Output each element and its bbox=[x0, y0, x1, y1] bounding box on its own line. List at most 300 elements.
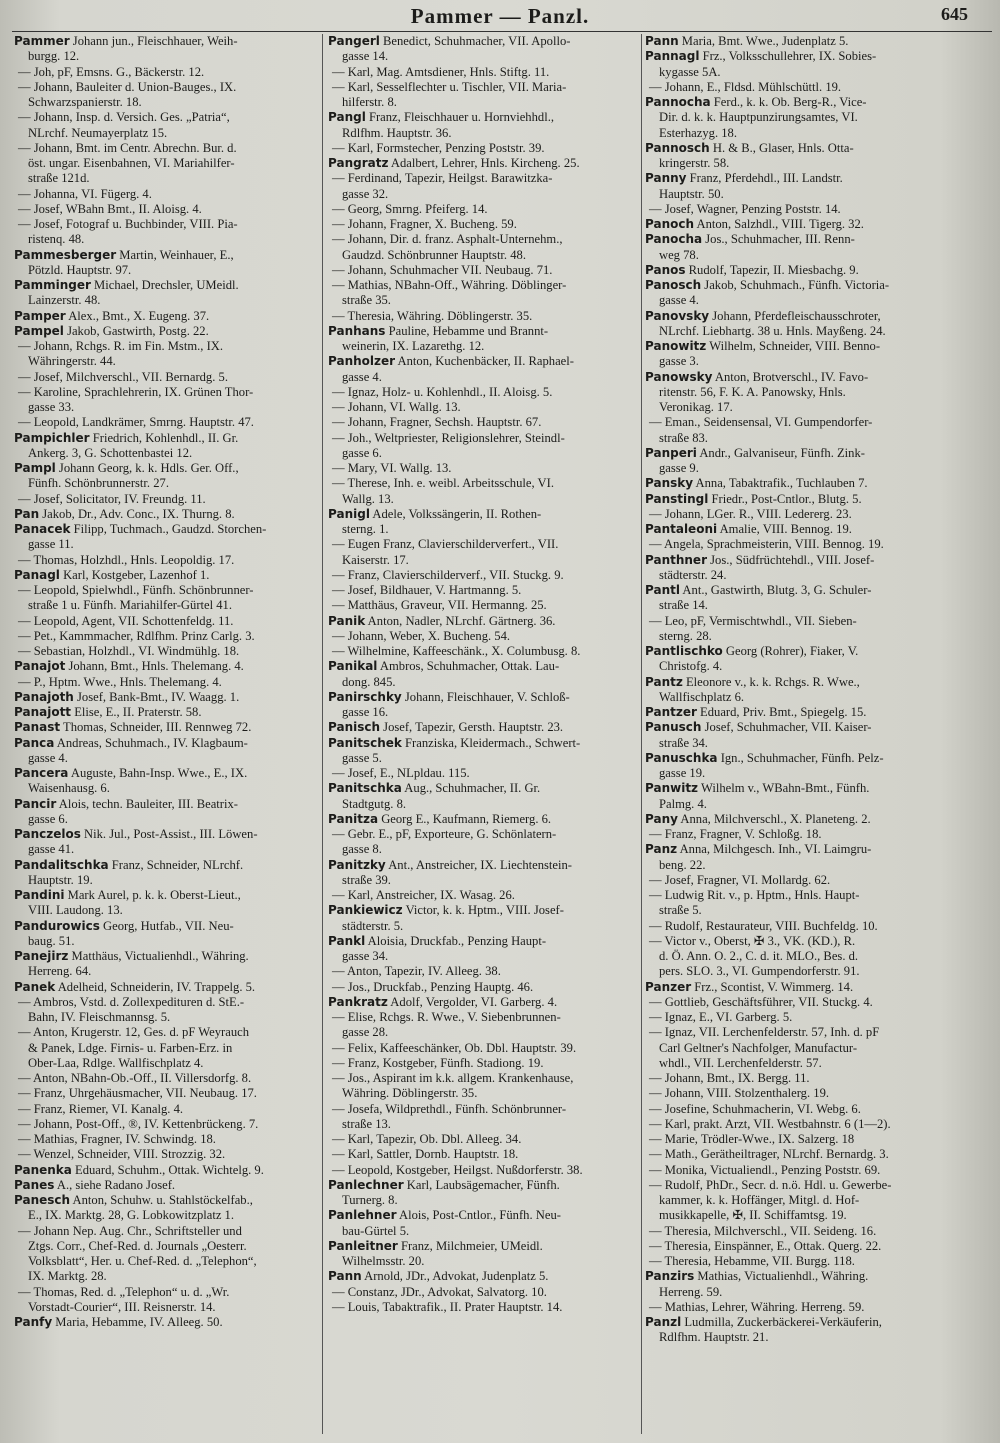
entry-continuation-line bbox=[328, 827, 638, 842]
page-header bbox=[0, 2, 1000, 28]
entry-text: Alois, techn. Bauleiter, III. Beatrix- bbox=[56, 796, 238, 811]
entry-continuation-line bbox=[328, 232, 638, 247]
surname: Pancir bbox=[14, 796, 57, 811]
entry-continuation-line bbox=[645, 461, 990, 476]
entry-text: gasse 5. bbox=[342, 750, 382, 765]
entry-continuation-line bbox=[14, 354, 319, 369]
entry-text: Maria, Bmt. Wwe., Judenplatz 5. bbox=[678, 34, 849, 48]
surname: Panstingl bbox=[645, 491, 709, 506]
entry-text: — Karoline, Sprachlehrerin, IX. Grünen Thor- bbox=[18, 384, 254, 399]
entry-text: Josef, Tapezir, Gersth. Hauptstr. 23. bbox=[380, 720, 564, 735]
surname: Pandini bbox=[14, 888, 65, 902]
entry-continuation-line bbox=[14, 842, 319, 857]
entry-text: Adele, Volkssängerin, II. Rothen- bbox=[369, 506, 542, 521]
surname: Panajot bbox=[14, 659, 66, 674]
entry-line bbox=[328, 507, 638, 522]
entry-continuation-line bbox=[645, 797, 990, 812]
entry-line bbox=[328, 736, 638, 751]
entry-continuation-line bbox=[328, 1193, 638, 1208]
entry-text: städterstr. 5. bbox=[342, 918, 404, 933]
entry-text: Anton, Schuhw. u. Stahlstöckelfab., bbox=[70, 1193, 253, 1207]
entry-text: Arnold, JDr., Advokat, Judenplatz 5. bbox=[361, 1269, 549, 1284]
surname: Panagl bbox=[14, 567, 60, 582]
entry-continuation-line bbox=[328, 217, 638, 232]
entry-text: d. Ö. Ann. O. 2., C. d. it. MLO., Bes. d. bbox=[659, 949, 859, 963]
surname: Panisch bbox=[328, 720, 381, 735]
entry-line bbox=[14, 858, 319, 873]
entry-continuation-line bbox=[328, 949, 638, 964]
entry-continuation-line bbox=[14, 141, 319, 156]
entry-text: — Johann, VI. Wallg. 13. bbox=[332, 400, 461, 414]
surname: Panosch bbox=[645, 278, 702, 292]
entry-continuation-line bbox=[328, 1071, 638, 1086]
entry-text: — Josef, WBahn Bmt., II. Aloisg. 4. bbox=[18, 201, 202, 216]
entry-continuation-line bbox=[328, 1041, 638, 1056]
surname: Pangerl bbox=[328, 34, 380, 48]
entry-text: Anna, Milchgesch. Inh., VI. Laimgru- bbox=[677, 842, 872, 857]
entry-text: — Gebr. E., pF, Exporteure, G. Schönlatern- bbox=[332, 827, 557, 841]
surname: Panz bbox=[645, 842, 678, 857]
entry-continuation-line bbox=[14, 1010, 319, 1025]
entry-continuation-line bbox=[14, 1041, 319, 1056]
entry-text: Ober-Laa, Rdlge. Wallfischplatz 4. bbox=[28, 1055, 204, 1070]
entry-text: — Karl, Sattler, Dornb. Hauptstr. 18. bbox=[332, 1147, 519, 1162]
entry-continuation-line bbox=[14, 202, 319, 217]
entry-text: Rudolf, Tapezir, II. Miesbachg. 9. bbox=[685, 262, 859, 277]
entry-text: burgg. 12. bbox=[28, 49, 80, 64]
entry-text: Ztgs. Corr., Chef-Red. d. Journals „Oesterr. bbox=[28, 1238, 247, 1253]
entry-continuation-line bbox=[14, 385, 319, 400]
surname: Pankiewicz bbox=[328, 903, 403, 918]
entry-line bbox=[328, 995, 638, 1010]
surname: Pantz bbox=[645, 674, 683, 689]
entry-text: Eduard, Schuhm., Ottak. Wichtelg. 9. bbox=[71, 1162, 264, 1177]
entry-continuation-line bbox=[645, 903, 990, 918]
entry-continuation-line bbox=[328, 842, 638, 857]
entry-continuation-line bbox=[645, 400, 990, 415]
entry-line bbox=[14, 278, 319, 293]
entry-text: Franziska, Kleidermach., Schwert- bbox=[401, 735, 581, 750]
entry-line bbox=[645, 751, 990, 766]
entry-line bbox=[645, 446, 990, 461]
entry-text: — Karl, Anstreicher, IX. Wasag. 26. bbox=[332, 888, 515, 902]
entry-line bbox=[14, 980, 319, 995]
entry-text: — Thomas, Red. d. „Telephon“ u. d. „Wr. bbox=[18, 1284, 230, 1299]
entry-text: VIII. Laudong. 13. bbox=[28, 903, 123, 918]
surname: Panenka bbox=[14, 1162, 72, 1177]
entry-line bbox=[328, 781, 638, 796]
entry-line bbox=[14, 309, 319, 324]
entry-text: — Leopold, Spielwhdl., Fünfh. Schönbrunner- bbox=[18, 583, 254, 597]
entry-continuation-line bbox=[328, 1056, 638, 1071]
entry-text: — Ignaz, E., VI. Garberg. 5. bbox=[649, 1010, 793, 1024]
entry-text: gasse 6. bbox=[28, 811, 68, 826]
surname: Panleitner bbox=[328, 1238, 398, 1253]
entry-text: gasse 41. bbox=[28, 842, 75, 857]
entry-text: — Ignaz, VII. Lerchenfelderstr. 57, Inh. d. pF bbox=[649, 1025, 880, 1040]
entry-line bbox=[645, 812, 990, 827]
entry-text: — Thomas, Holzhdl., Hnls. Leopoldig. 17. bbox=[18, 552, 235, 567]
entry-continuation-line bbox=[328, 141, 638, 156]
entry-line bbox=[645, 720, 990, 735]
entry-line bbox=[645, 476, 990, 491]
surname: Panny bbox=[645, 171, 687, 186]
entry-continuation-line bbox=[645, 1071, 990, 1086]
entry-continuation-line bbox=[14, 1239, 319, 1254]
entry-text: — Mathias, Lehrer, Währing. Herreng. 59. bbox=[649, 1299, 865, 1314]
entry-continuation-line bbox=[645, 995, 990, 1010]
entry-continuation-line bbox=[645, 858, 990, 873]
entry-continuation-line bbox=[14, 1025, 319, 1040]
entry-line bbox=[14, 949, 319, 964]
entry-line bbox=[645, 34, 990, 49]
entry-line bbox=[328, 34, 638, 49]
entry-text: — Johann Nep. Aug. Chr., Schriftsteller und bbox=[18, 1223, 242, 1238]
entry-text: Anna, Milchverschl., X. Planeteng. 2. bbox=[677, 811, 871, 826]
entry-text: — Mathias, Fragner, IV. Schwindg. 18. bbox=[18, 1132, 216, 1146]
surname: Panuschka bbox=[645, 750, 718, 765]
surname: Pandalitschka bbox=[14, 857, 109, 872]
entry-continuation-line bbox=[645, 1025, 990, 1040]
entry-text: — Karl, prakt. Arzt, VII. Westbahnstr. 6 (1—2). bbox=[649, 1116, 891, 1131]
entry-text: Filipp, Tuchmach., Gaudzd. Storchen- bbox=[70, 522, 267, 536]
entry-text: Johann jun., Fleischhauer, Weih- bbox=[69, 34, 238, 48]
entry-text: Nik. Jul., Post-Assist., III. Löwen- bbox=[80, 827, 258, 841]
entry-continuation-line bbox=[328, 476, 638, 491]
entry-line bbox=[328, 659, 638, 674]
entry-continuation-line bbox=[328, 766, 638, 781]
entry-continuation-line bbox=[328, 202, 638, 217]
entry-text: Aloisia, Druckfab., Penzing Haupt- bbox=[365, 933, 547, 948]
entry-text: Wilhelm, Schneider, VIII. Benno- bbox=[706, 339, 881, 353]
entry-text: — Mary, VI. Wallg. 13. bbox=[332, 461, 452, 475]
entry-text: E., IX. Marktg. 28, G. Lobkowitzplatz 1. bbox=[28, 1208, 235, 1223]
surname: Panowitz bbox=[645, 339, 707, 353]
entry-text: — Gottlieb, Geschäftsführer, VII. Stuckg. 4. bbox=[649, 994, 873, 1009]
column-2 bbox=[328, 34, 638, 1315]
entry-text: — Josef, Fragner, VI. Mollardg. 62. bbox=[649, 872, 831, 887]
entry-line bbox=[14, 766, 319, 781]
entry-text: whdl., VII. Lerchenfelderstr. 57. bbox=[659, 1055, 822, 1070]
entry-continuation-line bbox=[645, 156, 990, 171]
entry-text: Pötzld. Hauptstr. 97. bbox=[28, 262, 132, 277]
entry-continuation-line bbox=[645, 614, 990, 629]
surname: Pangl bbox=[328, 110, 366, 125]
entry-text: — Jos., Druckfab., Penzing Hauptg. 46. bbox=[332, 979, 534, 994]
entry-text: — Johann, Rchgs. R. im Fin. Mstm., IX. bbox=[18, 339, 224, 353]
entry-text: — Franz, Fragner, V. Schloßg. 18. bbox=[649, 827, 822, 841]
entry-text: Herreng. 59. bbox=[659, 1284, 723, 1299]
entry-text: — Leo, pF, Vermischtwhdl., VII. Sieben- bbox=[649, 613, 857, 628]
entry-text: Josef, Bank-Bmt., IV. Waagg. 1. bbox=[73, 689, 240, 704]
entry-text: weg 78. bbox=[659, 247, 699, 262]
entry-text: Franz, Pferdehdl., III. Landstr. bbox=[686, 171, 843, 186]
surname: Panovsky bbox=[645, 308, 710, 323]
entry-text: straße 39. bbox=[342, 872, 391, 887]
entry-text: Stadtgutg. 8. bbox=[342, 796, 407, 811]
entry-text: gasse 28. bbox=[342, 1025, 389, 1040]
entry-continuation-line bbox=[645, 888, 990, 903]
entry-continuation-line bbox=[328, 629, 638, 644]
entry-text: Amalie, VIII. Bennog. 19. bbox=[717, 522, 852, 536]
surname: Panast bbox=[14, 720, 61, 735]
entry-continuation-line bbox=[14, 415, 319, 430]
entry-text: Veronikag. 17. bbox=[659, 400, 733, 414]
entry-text: — Sebastian, Holzhdl., VI. Windmühlg. 18. bbox=[18, 644, 240, 658]
entry-continuation-line bbox=[645, 598, 990, 613]
entry-text: Andreas, Schuhmach., IV. Klagbaum- bbox=[54, 735, 248, 750]
entry-continuation-line bbox=[645, 1285, 990, 1300]
entry-line bbox=[14, 1193, 319, 1208]
entry-continuation-line bbox=[645, 187, 990, 202]
entry-continuation-line bbox=[645, 1300, 990, 1315]
entry-continuation-line bbox=[14, 598, 319, 613]
entry-continuation-line bbox=[645, 766, 990, 781]
entry-text: — Karl, Mag. Amtsdiener, Hnls. Stiftg. 11. bbox=[332, 64, 550, 79]
entry-text: A., siehe Radano Josef. bbox=[54, 1177, 176, 1192]
entry-continuation-line bbox=[645, 1208, 990, 1223]
entry-text: Wallfischplatz 6. bbox=[659, 689, 745, 704]
entry-text: Jakob, Schuhmach., Fünfh. Victoria- bbox=[701, 278, 890, 292]
entry-text: — Louis, Tabaktrafik., II. Prater Hauptstr. 14. bbox=[332, 1299, 563, 1314]
entry-line bbox=[645, 644, 990, 659]
entry-continuation-line bbox=[14, 553, 319, 568]
entry-text: Hauptstr. 19. bbox=[28, 872, 93, 887]
entry-continuation-line bbox=[328, 446, 638, 461]
entry-text: — Josefa, Wildprethdl., Fünfh. Schönbrunner- bbox=[332, 1101, 567, 1116]
entry-text: — Angela, Sprachmeisterin, VIII. Bennog. 19. bbox=[649, 537, 884, 552]
entry-line bbox=[645, 781, 990, 796]
entry-continuation-line bbox=[14, 629, 319, 644]
entry-continuation-line bbox=[645, 507, 990, 522]
entry-text: Johann, Bmt., Hnls. Thelemang. 4. bbox=[65, 659, 244, 674]
entry-text: Anton, Nadler, NLrchf. Gärtnerg. 36. bbox=[365, 613, 556, 628]
entry-text: Elise, E., II. Praterstr. 58. bbox=[71, 705, 202, 719]
entry-continuation-line bbox=[645, 1193, 990, 1208]
entry-text: — Franz, Clavierschilderverf., VII. Stuckg. 9. bbox=[332, 567, 564, 582]
entry-line bbox=[645, 705, 990, 720]
surname: Panwitz bbox=[645, 781, 699, 796]
entry-text: Eleonore v., k. k. Rchgs. R. Wwe., bbox=[682, 674, 860, 689]
entry-line bbox=[645, 980, 990, 995]
entry-text: — Matthäus, Graveur, VII. Hermanng. 25. bbox=[332, 598, 547, 613]
surname: Panfy bbox=[14, 1315, 53, 1329]
surname: Panholzer bbox=[328, 354, 396, 369]
entry-text: Benedict, Schuhmacher, VII. Apollo- bbox=[379, 34, 571, 48]
entry-continuation-line bbox=[328, 583, 638, 598]
entry-continuation-line bbox=[645, 202, 990, 217]
entry-continuation-line bbox=[328, 187, 638, 202]
entry-continuation-line bbox=[328, 126, 638, 141]
entry-text: — Ambros, Vstd. d. Zollexpedituren d. StE.- bbox=[18, 994, 245, 1009]
entry-text: Gaudzd. Schönbrunner Hauptstr. 48. bbox=[342, 247, 526, 262]
entry-continuation-line bbox=[14, 400, 319, 415]
surname: Pangratz bbox=[328, 156, 389, 170]
entry-continuation-line bbox=[328, 339, 638, 354]
entry-text: Palmg. 4. bbox=[659, 796, 707, 811]
entry-line bbox=[328, 1178, 638, 1193]
entry-line bbox=[645, 263, 990, 278]
entry-text: baug. 51. bbox=[28, 933, 75, 948]
entry-continuation-line bbox=[645, 1147, 990, 1162]
surname: Panacek bbox=[14, 522, 71, 536]
entry-text: — Leopold, Kostgeber, Heilgst. Nußdorferstr. 38. bbox=[332, 1162, 583, 1177]
entry-continuation-line bbox=[645, 1239, 990, 1254]
entry-line bbox=[645, 522, 990, 537]
entry-continuation-line bbox=[328, 919, 638, 934]
entry-continuation-line bbox=[328, 293, 638, 308]
entry-line bbox=[14, 248, 319, 263]
entry-continuation-line bbox=[328, 537, 638, 552]
surname: Panlechner bbox=[328, 1177, 404, 1192]
entry-continuation-line bbox=[645, 1117, 990, 1132]
entry-line bbox=[14, 324, 319, 339]
entry-line bbox=[14, 797, 319, 812]
entry-text: — Karl, Formstecher, Penzing Poststr. 39. bbox=[332, 140, 545, 155]
entry-text: — Joh, pF, Emsns. G., Bäckerstr. 12. bbox=[18, 64, 205, 79]
entry-text: gasse 11. bbox=[28, 537, 74, 552]
entry-continuation-line bbox=[14, 903, 319, 918]
entry-text: — Wilhelmine, Kaffeeschänk., X. Columbusg. 8. bbox=[332, 644, 581, 658]
entry-text: — Johann, Fragner, Sechsh. Hauptstr. 67. bbox=[332, 415, 542, 430]
surname: Pantaleoni bbox=[645, 522, 718, 536]
entry-text: kygasse 5A. bbox=[659, 64, 721, 79]
surname: Pan bbox=[14, 506, 40, 521]
surname: Panesch bbox=[14, 1193, 71, 1207]
entry-text: Victor, k. k. Hptm., VIII. Josef- bbox=[402, 903, 564, 918]
entry-continuation-line bbox=[645, 431, 990, 446]
entry-text: gasse 33. bbox=[28, 400, 75, 414]
entry-text: bau-Gürtel 5. bbox=[342, 1223, 410, 1238]
entry-text: — Johann, Bmt., IX. Bergg. 11. bbox=[649, 1071, 810, 1085]
entry-continuation-line bbox=[328, 644, 638, 659]
entry-line bbox=[645, 309, 990, 324]
entry-continuation-line bbox=[328, 400, 638, 415]
surname: Pankl bbox=[328, 933, 366, 948]
entry-text: — Marie, Trödler-Wwe., IX. Salzerg. 18 bbox=[649, 1132, 855, 1146]
entry-text: — Eugen Franz, Clavierschilderverfert., VII. bbox=[332, 537, 559, 552]
entry-text: — Johann, Schuhmacher VII. Neubaug. 71. bbox=[332, 262, 553, 277]
entry-text: kringerstr. 58. bbox=[659, 156, 730, 170]
entry-text: NLrchf. Liebhartg. 38 u. Hnls. Mayßeng. 24. bbox=[659, 323, 886, 338]
entry-text: gasse 9. bbox=[659, 461, 699, 475]
entry-continuation-line bbox=[645, 629, 990, 644]
entry-continuation-line bbox=[645, 80, 990, 95]
entry-continuation-line bbox=[328, 751, 638, 766]
entry-text: Turnerg. 8. bbox=[342, 1193, 398, 1207]
entry-continuation-line bbox=[14, 1285, 319, 1300]
entry-text: — Wenzel, Schneider, VIII. Strozzig. 32. bbox=[18, 1147, 226, 1162]
entry-text: gasse 34. bbox=[342, 949, 389, 963]
entry-continuation-line bbox=[328, 1086, 638, 1101]
entry-continuation-line bbox=[14, 263, 319, 278]
entry-text: — Josef, Bildhauer, V. Hartmanng. 5. bbox=[332, 583, 522, 597]
entry-text: gasse 4. bbox=[28, 750, 68, 765]
entry-text: Jakob, Gastwirth, Postg. 22. bbox=[63, 323, 209, 338]
surname: Panzirs bbox=[645, 1269, 695, 1284]
entry-text: gasse 19. bbox=[659, 766, 706, 780]
entry-continuation-line bbox=[14, 110, 319, 125]
entry-continuation-line bbox=[328, 980, 638, 995]
entry-continuation-line bbox=[328, 431, 638, 446]
entry-continuation-line bbox=[14, 812, 319, 827]
entry-continuation-line bbox=[14, 1086, 319, 1101]
entry-continuation-line bbox=[14, 476, 319, 491]
entry-text: Frz., Volksschullehrer, IX. Sobies- bbox=[699, 49, 877, 64]
entry-line bbox=[645, 141, 990, 156]
surname: Pammesberger bbox=[14, 247, 117, 262]
entry-text: — Elise, Rchgs. R. Wwe., V. Siebenbrunnen- bbox=[332, 1010, 561, 1024]
entry-line bbox=[328, 903, 638, 918]
entry-continuation-line bbox=[14, 614, 319, 629]
entry-continuation-line bbox=[645, 110, 990, 125]
entry-text: — Anton, Tapezir, IV. Alleeg. 38. bbox=[332, 964, 501, 979]
entry-continuation-line bbox=[328, 1254, 638, 1269]
surname: Panajott bbox=[14, 705, 72, 719]
entry-continuation-line bbox=[645, 1102, 990, 1117]
surname: Panperi bbox=[645, 445, 697, 460]
entry-continuation-line bbox=[328, 873, 638, 888]
entry-text: sterng. 28. bbox=[659, 628, 712, 643]
entry-text: öst. ungar. Eisenbahnen, VI. Mariahilfer- bbox=[28, 156, 235, 170]
entry-text: Jos., Schuhmacher, III. Renn- bbox=[702, 232, 855, 247]
entry-line bbox=[328, 1239, 638, 1254]
entry-text: — Johann, VIII. Stolzenthalerg. 19. bbox=[649, 1086, 830, 1101]
entry-continuation-line bbox=[645, 873, 990, 888]
entry-text: — Johann, Post-Off., ®, IV. Kettenbrückeng. 7. bbox=[18, 1116, 259, 1131]
entry-line bbox=[14, 888, 319, 903]
entry-text: straße 121d. bbox=[28, 171, 90, 186]
entry-continuation-line bbox=[645, 1010, 990, 1025]
entry-text: — Theresia, Einspänner, E., Ottak. Querg. 22. bbox=[649, 1238, 882, 1253]
entry-text: Friedrich, Kohlenhdl., II. Gr. bbox=[89, 430, 239, 445]
entry-continuation-line bbox=[14, 1056, 319, 1071]
entry-continuation-line bbox=[645, 690, 990, 705]
entry-text: Friedr., Post-Cntlor., Blutg. 5. bbox=[708, 491, 862, 506]
entry-line bbox=[328, 720, 638, 735]
entry-text: pers. SLO. 3., VI. Gumpendorferstr. 91. bbox=[659, 964, 860, 979]
entry-text: — Franz, Riemer, VI. Kanalg. 4. bbox=[18, 1101, 184, 1116]
entry-line bbox=[328, 354, 638, 369]
entry-text: Jos., Südfrüchtehdl., VIII. Josef- bbox=[707, 552, 875, 567]
entry-continuation-line bbox=[14, 187, 319, 202]
entry-continuation-line bbox=[14, 1147, 319, 1162]
entry-text: — Leopold, Landkrämer, Smrng. Hauptstr. 47. bbox=[18, 415, 254, 430]
entry-continuation-line bbox=[645, 1178, 990, 1193]
entry-text: — Franz, Uhrgehäusmacher, VII. Neubaug. 17. bbox=[18, 1086, 257, 1101]
entry-text: Johann, Pferdefleischausschroter, bbox=[709, 308, 881, 323]
entry-text: Esterhazyg. 18. bbox=[659, 125, 737, 140]
entry-text: Waisenhausg. 6. bbox=[28, 781, 110, 796]
entry-text: — Johann, Dir. d. franz. Asphalt-Unternehm., bbox=[332, 232, 563, 247]
column-divider bbox=[641, 34, 642, 1434]
surname: Pansky bbox=[645, 476, 694, 491]
entry-line bbox=[645, 95, 990, 110]
entry-continuation-line bbox=[14, 293, 319, 308]
entry-text: Johann Georg, k. k. Hdls. Ger. Off., bbox=[55, 461, 239, 475]
entry-line bbox=[14, 690, 319, 705]
surname: Panczelos bbox=[14, 827, 81, 841]
entry-continuation-line bbox=[645, 919, 990, 934]
entry-continuation-line bbox=[645, 949, 990, 964]
entry-text: Lainzerstr. 48. bbox=[28, 293, 101, 308]
entry-continuation-line bbox=[645, 1330, 990, 1345]
entry-text: gasse 14. bbox=[342, 49, 389, 64]
entry-text: — Rudolf, PhDr., Secr. d. n.ö. Hdl. u. Gewerbe- bbox=[649, 1177, 892, 1192]
entry-text: — Ignaz, Holz- u. Kohlenhdl., II. Aloisg. 5. bbox=[332, 384, 553, 399]
surname: Panik bbox=[328, 613, 366, 628]
entry-text: Wilhelmsstr. 20. bbox=[342, 1254, 425, 1268]
